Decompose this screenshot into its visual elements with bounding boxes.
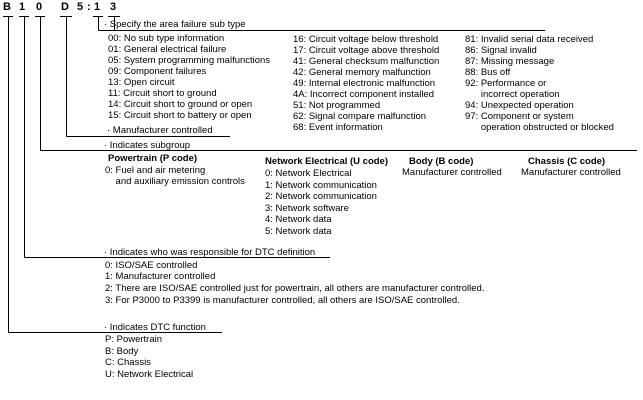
subtype-item: 86: Signal invalid [465, 45, 537, 56]
network-item: 3: Network software [265, 203, 349, 214]
subtype-item: 68: Event information [293, 122, 383, 133]
subtype-item: 94: Unexpected operation [465, 100, 574, 111]
code-char-7: 1 [94, 1, 101, 13]
function-item: C: Chassis [105, 357, 151, 368]
subgroup-title: · Indicates subgroup [104, 140, 191, 151]
manufacturer-controlled-label: · Manufacturer controlled [107, 125, 213, 136]
subtype-item: 05: System programming malfunctions [108, 55, 271, 66]
code-char-6: : [87, 1, 91, 13]
code-char-3: 0 [36, 1, 43, 13]
network-item: 1: Network communication [265, 180, 377, 191]
subtype-item: 01: General electrical failure [108, 44, 227, 55]
subtype-item: 09: Component failures [108, 66, 207, 77]
network-item: 2: Network communication [265, 191, 377, 202]
subtype-item: 41: General checksum malfunction [293, 56, 440, 67]
definition-item: 3: For P3000 to P3399 is manufacturer controlled, all others are ISO/SAE controlled. [105, 295, 460, 306]
subtype-item: incorrect operation [465, 89, 560, 100]
subtype-item: operation obstructed or blocked [465, 122, 614, 133]
subtype-item: 16: Circuit voltage below threshold [293, 34, 439, 45]
network-item: 5: Network data [265, 226, 332, 237]
code-char-5: 5 [77, 1, 84, 13]
subtype-item: 88: Bus off [465, 67, 511, 78]
network-header: Network Electrical (U code) [265, 156, 389, 167]
subtype-item: 17: Circuit voltage above threshold [293, 45, 440, 56]
definition-item: 0: ISO/SAE controlled [105, 260, 198, 271]
code-char-2: 1 [19, 1, 26, 13]
powertrain-item: 0: Fuel and air metering [105, 165, 206, 176]
subtype-item: 81: Invalid serial data received [465, 34, 594, 45]
code-char-1: B [3, 1, 11, 13]
function-title: · Indicates DTC function [104, 322, 206, 333]
chassis-text: Manufacturer controlled [521, 167, 621, 178]
subtype-item: 14: Circuit short to ground or open [108, 99, 253, 110]
code-char-8: 3 [110, 1, 117, 13]
function-item: U: Network Electrical [105, 369, 194, 380]
subtype-item: 97: Component or system [465, 111, 574, 122]
subtype-title: · Specify the area failure sub type [104, 19, 246, 30]
subtype-item: 11: Circuit short to ground [108, 88, 217, 99]
definition-item: 1: Manufacturer controlled [105, 271, 216, 282]
subtype-item: 4A: Incorrect component installed [293, 89, 434, 100]
subtype-item: 87: Missing message [465, 56, 555, 67]
subtype-item: 13: Open circuit [108, 77, 175, 88]
subtype-item: 62: Signal compare malfunction [293, 111, 427, 122]
definition-title: · Indicates who was responsible for DTC definition [104, 247, 316, 258]
body-header: Body (B code) [409, 156, 474, 167]
subtype-item: 42: General memory malfunction [293, 67, 431, 78]
subtype-item: 51: Not programmed [293, 100, 381, 111]
body-text: Manufacturer controlled [402, 167, 502, 178]
subtype-item: 15: Circuit short to battery or open [108, 110, 252, 121]
subtype-item: 92: Performance or [465, 78, 547, 89]
subtype-item: 49: Internal electronic malfunction [293, 78, 436, 89]
code-char-4: D [61, 1, 69, 13]
function-item: P: Powertrain [105, 334, 163, 345]
powertrain-header: Powertrain (P code) [108, 153, 198, 164]
network-item: 0: Network Electrical [265, 168, 352, 179]
subtype-item: 00: No sub type information [108, 33, 225, 44]
powertrain-item: and auxiliary emission controls [105, 176, 245, 187]
definition-item: 2: There are ISO/SAE controlled just for powertrain, all others are manufacturer controlled. [105, 283, 485, 294]
chassis-header: Chassis (C code) [528, 156, 606, 167]
network-item: 4: Network data [265, 214, 332, 225]
function-item: B: Body [105, 346, 139, 357]
